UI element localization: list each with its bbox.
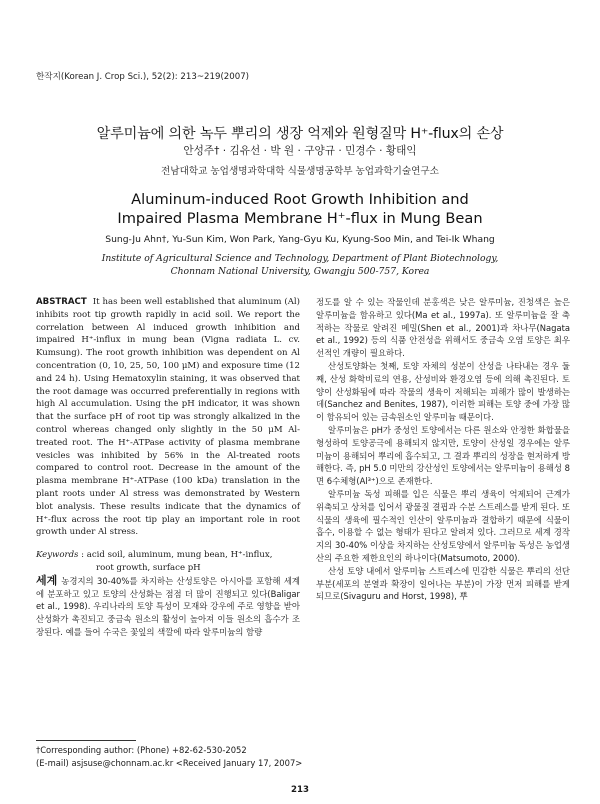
keywords-line-2: root growth, surface pH xyxy=(96,562,201,573)
title-korean: 알루미늄에 의한 녹두 뿌리의 생장 억제와 원형질막 H⁺-flux의 손상 xyxy=(96,126,504,142)
page-number: 213 xyxy=(291,785,309,795)
footnote-divider xyxy=(36,740,136,741)
left-column xyxy=(36,296,300,639)
introduction-lead-word: 세계 xyxy=(36,573,58,587)
right-paragraph-2: 산성토양화는 첫째, 토양 자체의 성분이 산성을 나타내는 경우 둘째, 산성 화학비료의 연용, 산성비와 환경오염 등에 의해 촉진된다. 토양이 산성화됨에 따라 작물의 생육이 저해되는 피해가 많이 발생하는데(Sanchez and Benites, 1987), 이러한 피해는 토양 중에 가장 많이 함유되어 있는 금속원소인 알루미늄 때문이다. xyxy=(316,360,570,423)
abstract-text: It has been well established that aluminum (Al) inhibits root tip growth rapidly in acid soil. We report the correlation between Al induced growth inhibition and impaired H⁺-influx in mung bean (Vigna radiata L. cv. Kumsung). The root growth inhibition was dependent on Al concentration (0, 10, 25, 50, 100 μM) and exposure time (12 and 24 h). Using Hematoxylin staining, it was observed that the root damage was occurred preferentially in regions with high Al accumulation. Using the pH indicator, it was shown that the surface pH of root tip was strongly alkalized in the control whereas changed only slightly in the 50 μM Al-treated root. The H⁺-ATPase activity of plasma membrane vesicles was inhibited by 56% in the Al-treated roots compared to control root. Decrease in the amount of the plasma membrane H⁺-ATPase (100 kDa) translation in the plant roots under Al stress was demonstrated by Western blot analysis. These results indicate that the dynamics of H⁺-flux across the root tip play an important role in root growth under Al stress. xyxy=(36,297,300,538)
introduction-text: 농경지의 30-40%를 차지하는 산성토양은 아시아를 포함해 세계에 분포하고 있고 토양의 산성화는 점점 더 많이 진행되고 있다(Baligar et al., 1998). 우리나라의 토양 특성이 모재와 강우에 주로 영향을 받아 산성화가 촉진되고 중금속 원소의 활성이 높아져 이들 원소의 흡수가 조장된다. 예를 들어 수국은 꽃잎의 색깔에 따라 알루미늄의 함량 xyxy=(36,575,300,637)
keywords-line-1: : acid soil, aluminum, mung bean, H⁺-influx, xyxy=(81,550,273,561)
keywords-label: Keywords xyxy=(36,550,79,561)
right-paragraph-1: 정도를 알 수 있는 작물인데 분홍색은 낮은 알루미늄, 진청색은 높은 알루미늄을 함유하고 있다(Ma et al., 1997a). 또 알루미늄을 잘 축적하는 작물로 알려진 메밀(Shen et al., 2001)과 차나무(Nagata et al., 1992) 등의 식품 안전성을 위해서도 중금속 오염 토양은 최우선적인 개량이 필요하다. xyxy=(316,297,570,359)
introduction-paragraph xyxy=(36,575,300,639)
title-english xyxy=(0,190,600,228)
right-paragraph-4: 알루미늄 독성 피해를 입은 식물은 뿌리 생육이 억제되어 근계가 위축되고 상처를 입어서 광물질 결핍과 수분 스트레스를 받게 된다. 또 식물의 생육에 필수적인 인산이 알루미늄과 결합하기 때문에 식물이 흡수, 이용할 수 없는 형태가 된다고 알려져 있다. 그러므로 세계 경작지의 30-40% 이상을 차지하는 산성토양에서 알루미늄 독성은 농업생산의 주요한 제한요인의 하나이다(Matsumoto, 2000). xyxy=(316,488,570,563)
authors-korean: 안성주† · 김유선 · 박 원 · 구양규 · 민경수 · 황태익 xyxy=(183,145,417,157)
footnote xyxy=(36,744,306,769)
email-received: (E-mail) asjsuse@chonnam.ac.kr <Received January 17, 2007> xyxy=(36,757,303,768)
affiliation-english xyxy=(0,252,600,278)
title-english-line-2: Impaired Plasma Membrane H⁺-flux in Mung Bean xyxy=(117,210,483,227)
affiliation-english-line-2: Chonnam National University, Gwangju 500-757, Korea xyxy=(170,266,430,277)
corresponding-author: †Corresponding author: (Phone) +82-62-530-2052 xyxy=(36,745,247,755)
affiliation-english-line-1: Institute of Agricultural Science and Technology, Department of Plant Biotechnology, xyxy=(101,253,499,264)
title-english-line-1: Aluminum-induced Root Growth Inhibition and xyxy=(131,191,469,208)
right-paragraph-5: 산성 토양 내에서 알루미늄 스트레스에 민감한 식물은 뿌리의 선단 부분(세포의 분열과 확장이 일어나는 부분)이 가장 먼저 피해를 받게 되므로(Sivaguru and Horst, 1998), 뿌 xyxy=(316,565,570,602)
journal-citation: 한작지(Korean J. Crop Sci.), 52(2): 213~219(2007) xyxy=(36,72,250,82)
abstract-label: ABSTRACT xyxy=(36,297,87,307)
right-column xyxy=(316,296,570,603)
keywords xyxy=(36,549,300,575)
right-paragraph-3: 알루미늄은 pH가 중성인 토양에서는 다른 원소와 안정한 화합물을 형성하여 토양공극에 용해되지 않지만, 토양이 산성일 경우에는 알루미늄이 용해되어 뿌리에 흡수되고, 그 결과 뿌리의 성장을 현저하게 방해한다. 즉, pH 5.0 미만의 강산성인 토양에서는 알루미늄이 용해성 8면 6수체형(Al³⁺)으로 존재한다. xyxy=(316,424,570,487)
affiliation-korean: 전남대학교 농업생명과학대학 식물생명공학부 농업과학기술연구소 xyxy=(161,166,439,177)
authors-english: Sung-Ju Ahn†, Yu-Sun Kim, Won Park, Yang-Gyu Ku, Kyung-Soo Min, and Tei-Ik Whang xyxy=(105,234,495,245)
abstract xyxy=(36,296,300,539)
